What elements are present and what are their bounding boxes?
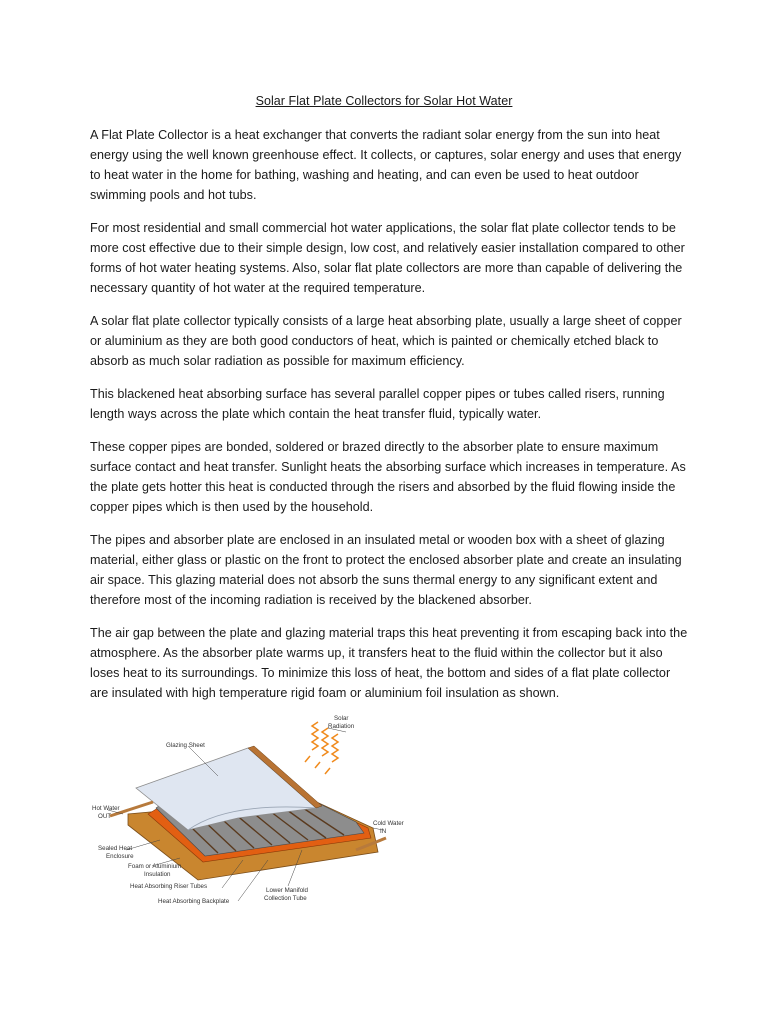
label-cold-water-in: Cold Water IN [373, 820, 404, 835]
label-riser-tubes: Heat Absorbing Riser Tubes [130, 883, 208, 890]
paragraph: This blackened heat absorbing surface has several parallel copper pipes or tubes called risers, running length ways across the plate which contain the heat transfer fluid, typically water. [90, 387, 665, 421]
label-hot-water-out: Hot Water OUT [92, 805, 120, 820]
label-backplate: Heat Absorbing Backplate [158, 898, 230, 905]
paragraph: The pipes and absorber plate are enclosed in an insulated metal or wooden box with a sheet of glazing material, either glass or plastic on the front to protect the enclosed absorber plate and create an insulating air space. This glazing material does not absorb the suns thermal energy to any significant extent and therefore most of the incoming radiation is received by the blackened absorber. [90, 533, 682, 607]
flat-plate-collector-diagram [88, 710, 418, 915]
document-title: Solar Flat Plate Collectors for Solar Hot Water [255, 94, 513, 108]
label-lower-manifold: Lower Manifold Collection Tube [264, 887, 308, 902]
collector-illustration [88, 710, 418, 915]
label-glazing-sheet: Glazing Sheet [166, 742, 205, 749]
paragraph: The air gap between the plate and glazing material traps this heat preventing it from escaping back into the atmosphere. As the absorber plate warms up, it transfers heat to the fluid within the collector but it also loses heat to its surroundings. To minimize this loss of heat, the bottom and sides of a flat plate collector are insulated with high temperature rigid foam or aluminium foil insulation as shown. [90, 626, 688, 700]
paragraph: A solar flat plate collector typically consists of a large heat absorbing plate, usually a large sheet of copper or aluminium as they are both good conductors of heat, which is painted or chemically etched black to absorb as much solar radiation as possible for maximum efficiency. [90, 314, 682, 368]
label-solar-radiation: Solar Radiation [328, 715, 355, 730]
paragraph: For most residential and small commercial hot water applications, the solar flat plate collector tends to be more cost effective due to their simple design, low cost, and relatively easier installation compared to other forms of hot water heating systems. Also, solar flat plate collectors are more than capable of delivering the necessary quantity of hot water at the required temperature. [90, 221, 685, 295]
paragraph: A Flat Plate Collector is a heat exchanger that converts the radiant solar energy from the sun into heat energy using the well known greenhouse effect. It collects, or captures, solar energy and uses that energy to heat water in the home for bathing, washing and heating, and can even be used to heat outdoor swimming pools and hot tubs. [90, 128, 682, 202]
paragraph: These copper pipes are bonded, soldered or brazed directly to the absorber plate to ensure maximum surface contact and heat transfer. Sunlight heats the absorbing surface which increases in temperature. As the plate gets hotter this heat is conducted through the risers and absorbed by the fluid flowing inside the copper pipes which is then used by the household. [90, 440, 686, 514]
label-foam-insulation: Foam or Aluminium Insulation [128, 863, 182, 878]
label-sealed-heat-enclosure: Sealed Heat Enclosure [98, 845, 134, 860]
